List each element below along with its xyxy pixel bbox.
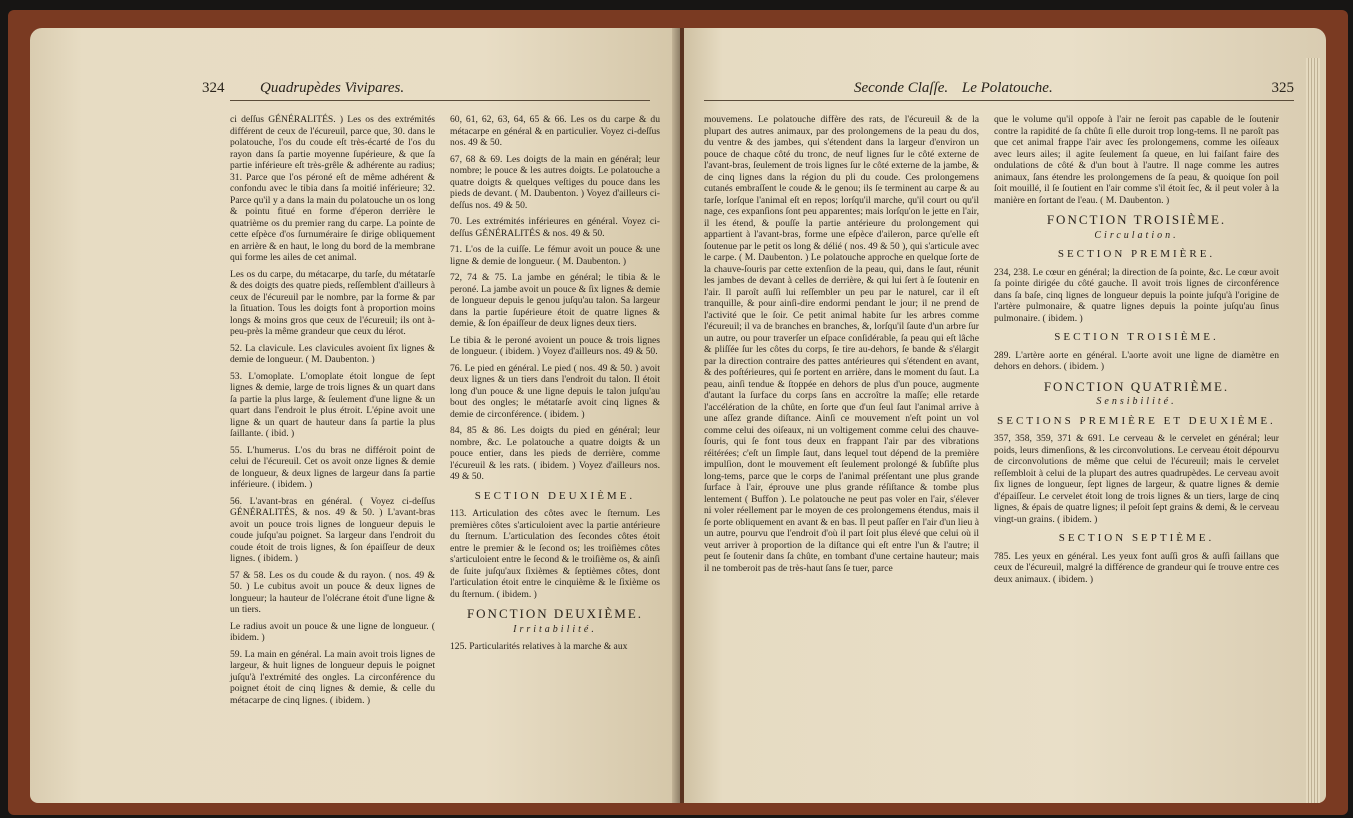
function-subheading: Sensibilité. (1096, 396, 1177, 407)
paragraph: que le volume qu'il oppoſe à l'air ne ſeroit pas capable de le ſoutenir contre la rapidité de ſa chûte ſi elle duroit trop long-tems. Il ne paroît pas que cet animal frappe l'air avec ſes prolongemens, comme les oiſeaux avec leurs ailes; il agite ſeulement ſa queue, en lui faiſant faire des ondulations de côté & d'un bout à l'autre. Il nage comme les autres animaux, ſans étendre les prolongemens de ſa peau, & quoique ſon poil ſoit mouillé, il ſe ſoutient en l'air comme s'il étoit ſec, & il peut voler à la manière en ſortant de l'eau. ( M. Daubenton. ) (994, 114, 1279, 206)
paragraph: 234, 238. Le cœur en général; la direction de ſa pointe, &c. Le cœur avoit ſa pointe dirigée du côté gauche. Il avoit trois lignes de circonférence dans ſa baſe, cinq lignes de longueur depuis la pointe juſqu'à l'origine de l'artère pulmonaire, & quatre lignes depuis la pointe juſqu'au ſinus pulmonaire. ( ibidem. ) (994, 266, 1279, 324)
function-heading: FONCTION TROISIÈME. (1046, 212, 1227, 227)
section-heading: SECTION SEPTIÈME. (1058, 532, 1215, 544)
book-spread (8, 10, 1348, 815)
right-column-a (704, 114, 979, 579)
paragraph: 55. L'humerus. L'os du bras ne différoit point de celui de l'écureuil. Cet os avoit onze lignes & demie de longueur, & deux lignes de largeur dans ſa partie inférieure. ( ibidem. ) (230, 444, 435, 490)
left-page-number: 324 (202, 80, 225, 96)
paragraph: 53. L'omoplate. L'omoplate étoit longue de ſept lignes & demie, large de trois lignes & un quart dans ſa partie la plus large, & ſeulement d'une ligne & un quart dans l'endroit le plus étroit. L'épine avoit une ligne & un quart de hauteur dans ſa partie la plus ſaillante. ( ibid. ) (230, 370, 435, 439)
right-running-title-right: Le Polatouche. (961, 80, 1053, 96)
left-column-b (450, 114, 660, 658)
page-edges (1306, 58, 1320, 803)
right-page-number: 325 (1271, 80, 1294, 96)
function-heading: FONCTION DEUXIÈME. (466, 606, 644, 621)
function-subheading: Irritabilité. (513, 623, 597, 635)
paragraph: 785. Les yeux en général. Les yeux font auſſi gros & auſſi ſaillans que ceux de l'écureuil, malgré la différence de grandeur qui ſe trouve entre ces deux animaux. ( ibidem. ) (994, 550, 1279, 585)
paragraph: ci deſſus GÉNÉRALITÉS. ) Les os des extrémités différent de ceux de l'écureuil, parce que, 30. dans le polatouche, l'os du coude eſt très-écarté de l'os du rayon dans ſa partie moyenne ſupérieure, & que ſa partie inférieure eſt très-grêle & adhérente au radius; 31. Parce que l'os péroné eſt de même adhérent & confondu avec le tibia dans ſa moitié inférieure; 32. Parce qu'il y a dans la main du polatouche un os long & pointu fitué en forme d'éperon derrière le quatrième os du premier rang du carpe. La pointe de cette eſpèce d'os ſurnuméraire ſe dirige obliquement en arrière & en haut, le long du bord de la membrane qui forme les ailes de cet animal. (230, 114, 435, 263)
paragraph: 67, 68 & 69. Les doigts de la main en général; leur nombre; le pouce & les autres doigts. Le polatouche a quatre doigts & quelques veſtiges du pouce dans les pieds de devant. ( M. Daubenton. ) Voyez d'ailleurs ci-deſſus nos. 49 & 50. (450, 153, 660, 211)
paragraph: 125. Particularités relatives à la marche & aux (450, 641, 628, 652)
paragraph: 71. L'os de la cuiſſe. Le fémur avoit un pouce & une ligne & demie de longueur. ( M. Daubenton. ) (450, 244, 660, 267)
left-running-title: Quadrupèdes Vivipares. (260, 80, 405, 96)
paragraph: 357, 358, 359, 371 & 691. Le cerveau & le cervelet en général; leur poids, leurs dimenſions, & les circonvolutions. Le cerveau étoit dépourvu de circonvolutions de même que celui de l'écureuil; mais le cervelet reſſembloit à celui de la plupart des autres quadrupèdes. Le cerveau avoit ſix lignes de longueur, ſept lignes de largeur, & quatre lignes & demie d'épaiſſeur. Le cervelet étoit long de trois lignes & un tiers, large de cinq lignes, & épais de quatre lignes; il peſoit ſept grains & demi, & le cerveau vingt-un grains. ( ibidem. ) (994, 433, 1279, 525)
paragraph: Le radius avoit un pouce & une ligne de longueur. ( ibidem. ) (230, 620, 435, 643)
paragraph: 59. La main en général. La main avoit trois lignes de largeur, & huit lignes de longueur depuis le poignet juſqu'à l'extrémité des ongles. La circonférence du poignet étoit de cinq lignes & demie, & celle du métacarpe de cinq lignes. ( ibidem. ) (230, 648, 435, 706)
right-running-head (704, 80, 1294, 101)
left-column-a (230, 114, 435, 711)
right-running-title-left: Seconde Claſſe. (854, 80, 949, 96)
section-heading: SECTION TROISIÈME. (1054, 331, 1219, 343)
paragraph: 76. Le pied en général. Le pied ( nos. 49 & 50. ) avoit deux lignes & un tiers dans l'endroit du talon. Il étoit long d'un pouce & une ligne depuis le talon juſqu'au bout des ongles; le métatarſe avoit cinq lignes & demie de circonférence. ( ibidem. ) (450, 362, 660, 420)
paragraph: 289. L'artère aorte en général. L'aorte avoit une ligne de diamètre en dehors en dehors. ( ibidem. ) (994, 349, 1279, 372)
paragraph: 57 & 58. Les os du coude & du rayon. ( nos. 49 & 50. ) Le cubitus avoit un pouce & deux lignes de longueur; la hauteur de l'olécrane étoit d'une ligne & un tiers. (230, 569, 435, 615)
paragraph: 52. La clavicule. Les clavicules avoient ſix lignes & demie de longueur. ( M. Daubenton. ) (230, 342, 435, 365)
section-heading: SECTIONS PREMIÈRE ET DEUXIÈME. (997, 414, 1276, 427)
right-page (684, 28, 1326, 803)
paragraph: Le tibia & le peroné avoient un pouce & trois lignes de longueur. ( ibidem. ) Voyez d'ailleurs nos. 49 & 50. (450, 334, 660, 357)
left-page (30, 28, 680, 803)
paragraph: 84, 85 & 86. Les doigts du pied en général; leur nombre, &c. Le polatouche a quatre doigts & un pouce entier, dans les pieds de derrière, comme l'écureuil & les rats. ( ibidem. ) Voyez d'ailleurs nos. 49 & 50. (450, 425, 660, 482)
function-heading: FONCTION QUATRIÈME. (1043, 378, 1230, 394)
section-heading: SECTION PREMIÈRE. (1057, 248, 1216, 260)
paragraph: 72, 74 & 75. La jambe en général; le tibia & le peroné. La jambe avoit un pouce & ſix lignes & demie de longueur depuis le genou juſqu'au talon. Sa largeur dans la partie ſupérieure étoit de quatre lignes & demie, & ſon épaiſſeur de deux lignes deux tiers. (450, 272, 660, 329)
right-column-b (994, 114, 1279, 590)
paragraph: mouvemens. Le polatouche diffère des rats, de l'écureuil & de la plupart des autres animaux, par des prolongemens de la peau du dos, du ventre & des jambes, qui s'étendent dans la largeur d'environ un pouce de chaque côté du tronc, de neuf lignes ſur le côté externe de l'avant-bras, ſeulement de trois lignes ſur le côté externe de la jambe, & de cinq lignes dans la région du pli du coude. Ces prolongemens cutanés embraſſent le coude & le genou; ils ſe terminent au carpe & au tarſe, lorſque l'animal eſt en repos; lorſqu'il marche, qu'il court ou qu'il nage, ces expanſions ſont peu apparentes; mais lorſqu'on le jette en l'air, il les étend, & pouſſe la partie antérieure du prolongement qui appartient à l'avant-bras, forme une eſpèce d'aileron, parce qu'elle eſt ſoutenue par le petit os long & délié ( nos. 49 & 50 ), qui s'articule avec le carpe. ( M. Daubenton. ) Le polatouche approche en quelque ſorte de la chauve-ſouris par cette extenſion de la peau, qui, dans le ſaut, réunit les jambes de devant à celles de derrière, & qui lui ſert à ſe ſoutenir en l'air. Il paroît auſſi lui reſſembler un peu par le naturel, car il eſt tranquille, & pour ainſi-dire endormi pendant le jour; il ne prend de l'activité que le ſoir. Ce petit animal habite ſur les arbres comme l'écureuil; il va de branches en branches, &, lorſqu'il ſaute d'un arbre ſur un autre, ou pour traverſer un eſpace conſidérable, ſa peau qui eſt lâche & pliſſée ſur les côtes du corps, ſe tire au-dehors, ſe bande & s'élargit par la direction contraire des pattes antérieures qui s'étendent en avant, & des poſtérieures, qui ſe portent en arrière, dans le moment du ſaut. La peau, ainſi tendue & ſtoppée en dehors de plus d'un pouce, augmente d'autant la ſurface du corps ſans en accroître la maſſe; elle retarde l'accélération de la chûte, en ſorte que d'un ſeul ſaut l'animal arrive à une aſſez grande diſtance. Ainſi ce mouvement n'eſt point un vol comme celui des oiſeaux, ni un voltigement comme celui des chauve-ſouris, qui ſe font tous deux en frappant l'air par des vibrations réitérées; c'eſt un ſimple ſaut, dans lequel tout dépend de la première impulſion, dont le mouvement eſt ſeulement prolongé & ſubſiſte plus long-tems, parce que le corps de l'animal préſentant une plus grande ſurface à l'air, éprouve une plus grande réſiſtance & tombe plus lentement ( Buffon ). Le polatouche ne peut pas voler en l'air, s'élever ni voler réellement par le moyen de ces prolongemens étendus, mais il ſe porte obliquement en avant & en bas. Il peut paſſer en l'air d'un lieu à un autre, pourvu que l'endroit d'où il part ſoit plus élevé que celui où il veut arriver à proportion de la diſtance qui eſt entre l'un & l'autre; il peut ſe ſoutenir dans ſa chûte, en tombant d'une certaine hauteur; mais il ne tomberoit pas de très-haut ſans ſe tuer, parce (704, 114, 979, 574)
paragraph: Les os du carpe, du métacarpe, du tarſe, du métatarſe & des doigts des quatre pieds, reſſemblent d'ailleurs à ceux de l'écureuil par le nombre, par la forme & par la ſituation. Tous les doigts font à proportion moins longs & moins gros que ceux de l'écureuil; ils ont à-peu-près la même grandeur que ceux du lérot. (230, 268, 436, 337)
function-subheading: Circulation. (1094, 229, 1179, 241)
paragraph: 113. Articulation des côtes avec le ſternum. Les premières côtes s'articuloient avec la partie antérieure du ſternum. L'articulation des ſecondes côtes étoit entre le premier & le ſecond os; les troiſièmes côtes s'articuloient entre le ſecond & le troiſième os, & ainſi de ſuite juſqu'aux ſixièmes & ſeptièmes côtes, dont l'articulation étoit entre le cinquième & le ſixième os du ſternum. ( ibidem. ) (450, 508, 660, 600)
paragraph: 70. Les extrémités inférieures en général. Voyez ci-deſſus GÉNÉRALITÉS & nos. 49 & 50. (450, 216, 660, 239)
left-running-head (202, 80, 650, 101)
paragraph: 60, 61, 62, 63, 64, 65 & 66. Les os du carpe & du métacarpe en général & en particulier. Voyez ci-deſſus nos. 49 & 50. (450, 114, 660, 148)
section-heading: SECTION DEUXIÈME. (474, 489, 636, 502)
paragraph: 56. L'avant-bras en général. ( Voyez ci-deſſus GÉNÉRALITÉS, & nos. 49 & 50. ) L'avant-bras avoit un pouce trois lignes de longueur depuis le coude juſqu'au poignet. Sa largeur dans l'endroit du coude étoit de trois lignes, & ſon épaiſſeur de deux lignes. ( ibidem. ) (230, 495, 435, 564)
